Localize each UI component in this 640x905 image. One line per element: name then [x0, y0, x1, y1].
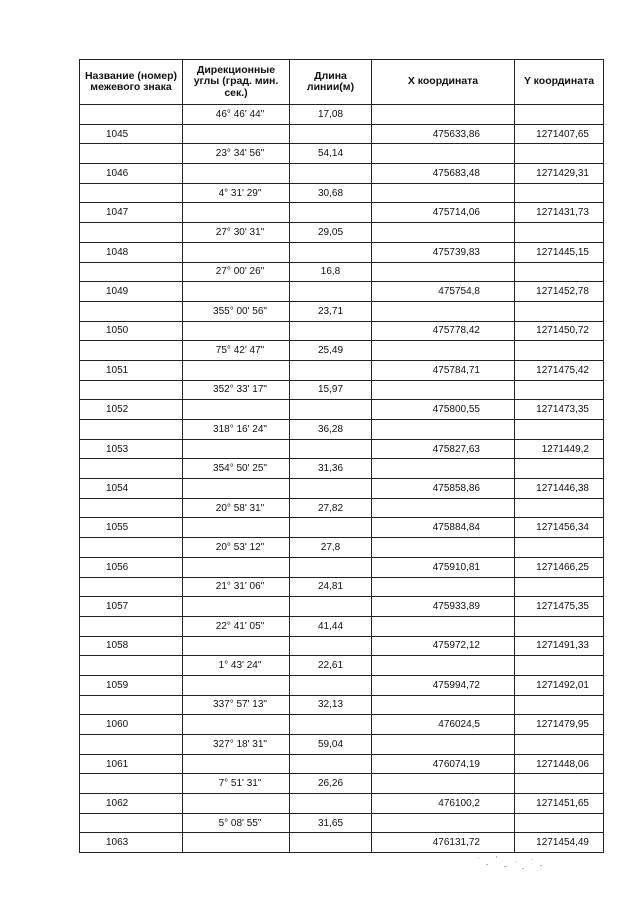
point-row [80, 518, 604, 538]
direction-angle-cell: 23° 34' 56" [183, 144, 290, 164]
x-coordinate-cell: 475784,71 [372, 360, 515, 380]
segment-empty-x-cell [372, 262, 515, 282]
x-coordinate-cell: 476131,72 [372, 833, 515, 853]
segment-empty-x-cell [372, 695, 515, 715]
segment-row [80, 380, 604, 400]
segment-empty-x-cell [372, 420, 515, 440]
point-row [80, 400, 604, 420]
line-length-cell: 27,8 [290, 538, 372, 558]
table-header-row [80, 60, 604, 105]
point-row [80, 754, 604, 774]
segment-empty-x-cell [372, 616, 515, 636]
segment-row [80, 695, 604, 715]
point-empty-angle-cell [183, 754, 290, 774]
line-length-cell: 41,44 [290, 616, 372, 636]
segment-empty-name-cell [80, 774, 183, 794]
y-coordinate-cell: 1271475,35 [515, 597, 604, 617]
direction-angle-cell: 354° 50' 25" [183, 459, 290, 479]
point-empty-length-cell [290, 557, 372, 577]
segment-empty-y-cell [515, 341, 604, 361]
point-name-cell: 1045 [80, 124, 183, 144]
point-empty-angle-cell [183, 518, 290, 538]
segment-empty-name-cell [80, 577, 183, 597]
point-empty-angle-cell [183, 597, 290, 617]
segment-empty-y-cell [515, 813, 604, 833]
segment-empty-name-cell [80, 538, 183, 558]
segment-empty-y-cell [515, 695, 604, 715]
segment-empty-y-cell [515, 144, 604, 164]
line-length-cell: 15,97 [290, 380, 372, 400]
y-coordinate-cell: 1271491,33 [515, 636, 604, 656]
point-empty-angle-cell [183, 360, 290, 380]
segment-empty-name-cell [80, 262, 183, 282]
point-row [80, 597, 604, 617]
segment-empty-x-cell [372, 301, 515, 321]
y-coordinate-cell: 1271456,34 [515, 518, 604, 538]
x-coordinate-cell: 475972,12 [372, 636, 515, 656]
point-name-cell: 1056 [80, 557, 183, 577]
direction-angle-cell: 355° 00' 56" [183, 301, 290, 321]
point-empty-length-cell [290, 675, 372, 695]
line-length-cell: 17,08 [290, 105, 372, 125]
segment-empty-y-cell [515, 616, 604, 636]
point-empty-length-cell [290, 439, 372, 459]
point-name-cell: 1051 [80, 360, 183, 380]
segment-empty-y-cell [515, 538, 604, 558]
direction-angle-cell: 5° 08' 55" [183, 813, 290, 833]
x-coordinate-cell: 475778,42 [372, 321, 515, 341]
y-coordinate-cell: 1271454,49 [515, 833, 604, 853]
y-coordinate-cell: 1271445,15 [515, 242, 604, 262]
segment-empty-x-cell [372, 105, 515, 125]
point-empty-length-cell [290, 794, 372, 814]
x-coordinate-cell: 475714,06 [372, 203, 515, 223]
segment-row [80, 656, 604, 676]
direction-angle-cell: 27° 30' 31" [183, 223, 290, 243]
direction-angle-cell: 327° 18' 31" [183, 735, 290, 755]
segment-row [80, 538, 604, 558]
point-row [80, 242, 604, 262]
segment-empty-y-cell [515, 183, 604, 203]
point-row [80, 557, 604, 577]
direction-angle-cell: 352° 33' 17" [183, 380, 290, 400]
point-name-cell: 1052 [80, 400, 183, 420]
segment-empty-name-cell [80, 813, 183, 833]
segment-empty-y-cell [515, 223, 604, 243]
point-name-cell: 1057 [80, 597, 183, 617]
y-coordinate-cell: 1271452,78 [515, 282, 604, 302]
segment-empty-name-cell [80, 380, 183, 400]
direction-angle-cell: 1° 43' 24" [183, 656, 290, 676]
y-coordinate-cell: 1271492,01 [515, 675, 604, 695]
segment-row [80, 813, 604, 833]
direction-angle-cell: 27° 00' 26" [183, 262, 290, 282]
line-length-cell: 31,65 [290, 813, 372, 833]
point-empty-length-cell [290, 124, 372, 144]
y-coordinate-cell: 1271446,38 [515, 479, 604, 499]
point-name-cell: 1048 [80, 242, 183, 262]
segment-empty-name-cell [80, 735, 183, 755]
point-empty-length-cell [290, 164, 372, 184]
point-empty-length-cell [290, 242, 372, 262]
x-coordinate-cell: 476074,19 [372, 754, 515, 774]
segment-empty-name-cell [80, 459, 183, 479]
point-name-cell: 1046 [80, 164, 183, 184]
segment-empty-x-cell [372, 380, 515, 400]
point-row [80, 833, 604, 853]
point-name-cell: 1063 [80, 833, 183, 853]
segment-empty-x-cell [372, 183, 515, 203]
segment-empty-name-cell [80, 301, 183, 321]
segment-empty-name-cell [80, 183, 183, 203]
point-empty-angle-cell [183, 124, 290, 144]
segment-row [80, 616, 604, 636]
segment-row [80, 577, 604, 597]
direction-angle-cell: 22° 41' 05" [183, 616, 290, 636]
scan-specks [474, 852, 554, 874]
line-length-cell: 26,26 [290, 774, 372, 794]
direction-angle-cell: 20° 58' 31" [183, 498, 290, 518]
x-coordinate-cell: 475754,8 [372, 282, 515, 302]
segment-row [80, 774, 604, 794]
segment-row [80, 498, 604, 518]
x-coordinate-cell: 475683,48 [372, 164, 515, 184]
line-length-cell: 54,14 [290, 144, 372, 164]
segment-empty-name-cell [80, 341, 183, 361]
segment-empty-name-cell [80, 695, 183, 715]
point-row [80, 636, 604, 656]
y-coordinate-cell: 1271451,65 [515, 794, 604, 814]
point-empty-angle-cell [183, 794, 290, 814]
x-coordinate-cell: 475858,86 [372, 479, 515, 499]
segment-empty-name-cell [80, 498, 183, 518]
y-coordinate-cell: 1271449,2 [515, 439, 604, 459]
point-name-cell: 1055 [80, 518, 183, 538]
line-length-cell: 29,05 [290, 223, 372, 243]
point-name-cell: 1054 [80, 479, 183, 499]
point-empty-angle-cell [183, 479, 290, 499]
line-length-cell: 32,13 [290, 695, 372, 715]
x-coordinate-cell: 475633,86 [372, 124, 515, 144]
segment-empty-y-cell [515, 380, 604, 400]
boundary-points-table [79, 59, 604, 853]
point-empty-length-cell [290, 754, 372, 774]
point-row [80, 360, 604, 380]
segment-empty-x-cell [372, 223, 515, 243]
point-name-cell: 1050 [80, 321, 183, 341]
segment-empty-y-cell [515, 774, 604, 794]
segment-row [80, 301, 604, 321]
segment-empty-y-cell [515, 577, 604, 597]
point-empty-angle-cell [183, 400, 290, 420]
line-length-cell: 23,71 [290, 301, 372, 321]
header-y: Y координата [515, 60, 604, 105]
point-name-cell: 1060 [80, 715, 183, 735]
segment-row [80, 144, 604, 164]
point-empty-angle-cell [183, 675, 290, 695]
x-coordinate-cell: 475910,81 [372, 557, 515, 577]
segment-empty-x-cell [372, 498, 515, 518]
segment-empty-name-cell [80, 656, 183, 676]
line-length-cell: 36,28 [290, 420, 372, 440]
y-coordinate-cell: 1271473,35 [515, 400, 604, 420]
segment-empty-y-cell [515, 656, 604, 676]
point-empty-angle-cell [183, 636, 290, 656]
x-coordinate-cell: 476024,5 [372, 715, 515, 735]
point-empty-angle-cell [183, 833, 290, 853]
direction-angle-cell: 318° 16' 24" [183, 420, 290, 440]
segment-empty-x-cell [372, 459, 515, 479]
point-empty-angle-cell [183, 203, 290, 223]
point-empty-angle-cell [183, 242, 290, 262]
segment-row [80, 183, 604, 203]
point-row [80, 675, 604, 695]
point-name-cell: 1049 [80, 282, 183, 302]
y-coordinate-cell: 1271429,31 [515, 164, 604, 184]
point-empty-angle-cell [183, 282, 290, 302]
line-length-cell: 24,81 [290, 577, 372, 597]
point-empty-length-cell [290, 321, 372, 341]
segment-empty-name-cell [80, 420, 183, 440]
line-length-cell: 59,04 [290, 735, 372, 755]
line-length-cell: 16,8 [290, 262, 372, 282]
segment-empty-x-cell [372, 341, 515, 361]
header-x: X координата [372, 60, 515, 105]
direction-angle-cell: 21° 31' 06" [183, 577, 290, 597]
segment-empty-x-cell [372, 144, 515, 164]
point-empty-length-cell [290, 400, 372, 420]
point-row [80, 479, 604, 499]
segment-empty-y-cell [515, 420, 604, 440]
point-row [80, 715, 604, 735]
segment-empty-name-cell [80, 616, 183, 636]
segment-row [80, 341, 604, 361]
x-coordinate-cell: 475994,72 [372, 675, 515, 695]
point-empty-length-cell [290, 479, 372, 499]
direction-angle-cell: 7° 51' 31" [183, 774, 290, 794]
point-name-cell: 1059 [80, 675, 183, 695]
point-empty-length-cell [290, 833, 372, 853]
point-row [80, 203, 604, 223]
point-empty-length-cell [290, 597, 372, 617]
line-length-cell: 22,61 [290, 656, 372, 676]
x-coordinate-cell: 475933,89 [372, 597, 515, 617]
direction-angle-cell: 75° 42' 47" [183, 341, 290, 361]
x-coordinate-cell: 475827,63 [372, 439, 515, 459]
x-coordinate-cell: 475800,55 [372, 400, 515, 420]
point-name-cell: 1062 [80, 794, 183, 814]
y-coordinate-cell: 1271431,73 [515, 203, 604, 223]
segment-empty-x-cell [372, 538, 515, 558]
segment-empty-y-cell [515, 735, 604, 755]
y-coordinate-cell: 1271479,95 [515, 715, 604, 735]
line-length-cell: 25,49 [290, 341, 372, 361]
point-empty-length-cell [290, 360, 372, 380]
direction-angle-cell: 20° 53' 12" [183, 538, 290, 558]
header-name: Название (номер) межевого знака [80, 60, 183, 105]
direction-angle-cell: 4° 31' 29" [183, 183, 290, 203]
point-empty-length-cell [290, 203, 372, 223]
y-coordinate-cell: 1271407,65 [515, 124, 604, 144]
point-name-cell: 1047 [80, 203, 183, 223]
segment-empty-y-cell [515, 301, 604, 321]
point-empty-length-cell [290, 282, 372, 302]
y-coordinate-cell: 1271466,25 [515, 557, 604, 577]
point-empty-angle-cell [183, 439, 290, 459]
line-length-cell: 31,36 [290, 459, 372, 479]
y-coordinate-cell: 1271475,42 [515, 360, 604, 380]
segment-empty-x-cell [372, 813, 515, 833]
segment-empty-y-cell [515, 498, 604, 518]
segment-row [80, 223, 604, 243]
direction-angle-cell: 46° 46' 44" [183, 105, 290, 125]
point-row [80, 124, 604, 144]
table-body [80, 105, 604, 853]
segment-empty-y-cell [515, 262, 604, 282]
segment-empty-name-cell [80, 105, 183, 125]
point-name-cell: 1053 [80, 439, 183, 459]
point-row [80, 321, 604, 341]
header-angle: Дирекционные углы (град. мин. сек.) [183, 60, 290, 105]
x-coordinate-cell: 476100,2 [372, 794, 515, 814]
point-empty-length-cell [290, 518, 372, 538]
point-empty-length-cell [290, 715, 372, 735]
direction-angle-cell: 337° 57' 13" [183, 695, 290, 715]
point-row [80, 164, 604, 184]
segment-row [80, 735, 604, 755]
y-coordinate-cell: 1271450,72 [515, 321, 604, 341]
point-empty-angle-cell [183, 164, 290, 184]
segment-empty-x-cell [372, 774, 515, 794]
point-empty-angle-cell [183, 321, 290, 341]
segment-row [80, 262, 604, 282]
segment-empty-name-cell [80, 223, 183, 243]
segment-empty-y-cell [515, 105, 604, 125]
segment-empty-x-cell [372, 577, 515, 597]
x-coordinate-cell: 475739,83 [372, 242, 515, 262]
line-length-cell: 30,68 [290, 183, 372, 203]
x-coordinate-cell: 475884,84 [372, 518, 515, 538]
y-coordinate-cell: 1271448,06 [515, 754, 604, 774]
line-length-cell: 27,82 [290, 498, 372, 518]
segment-empty-y-cell [515, 459, 604, 479]
point-row [80, 282, 604, 302]
segment-row [80, 105, 604, 125]
point-empty-angle-cell [183, 715, 290, 735]
point-empty-length-cell [290, 636, 372, 656]
segment-row [80, 459, 604, 479]
segment-row [80, 420, 604, 440]
point-row [80, 794, 604, 814]
point-name-cell: 1061 [80, 754, 183, 774]
header-length: Длина линии(м) [290, 60, 372, 105]
segment-empty-x-cell [372, 735, 515, 755]
segment-empty-name-cell [80, 144, 183, 164]
point-empty-angle-cell [183, 557, 290, 577]
point-name-cell: 1058 [80, 636, 183, 656]
segment-empty-x-cell [372, 656, 515, 676]
point-row [80, 439, 604, 459]
